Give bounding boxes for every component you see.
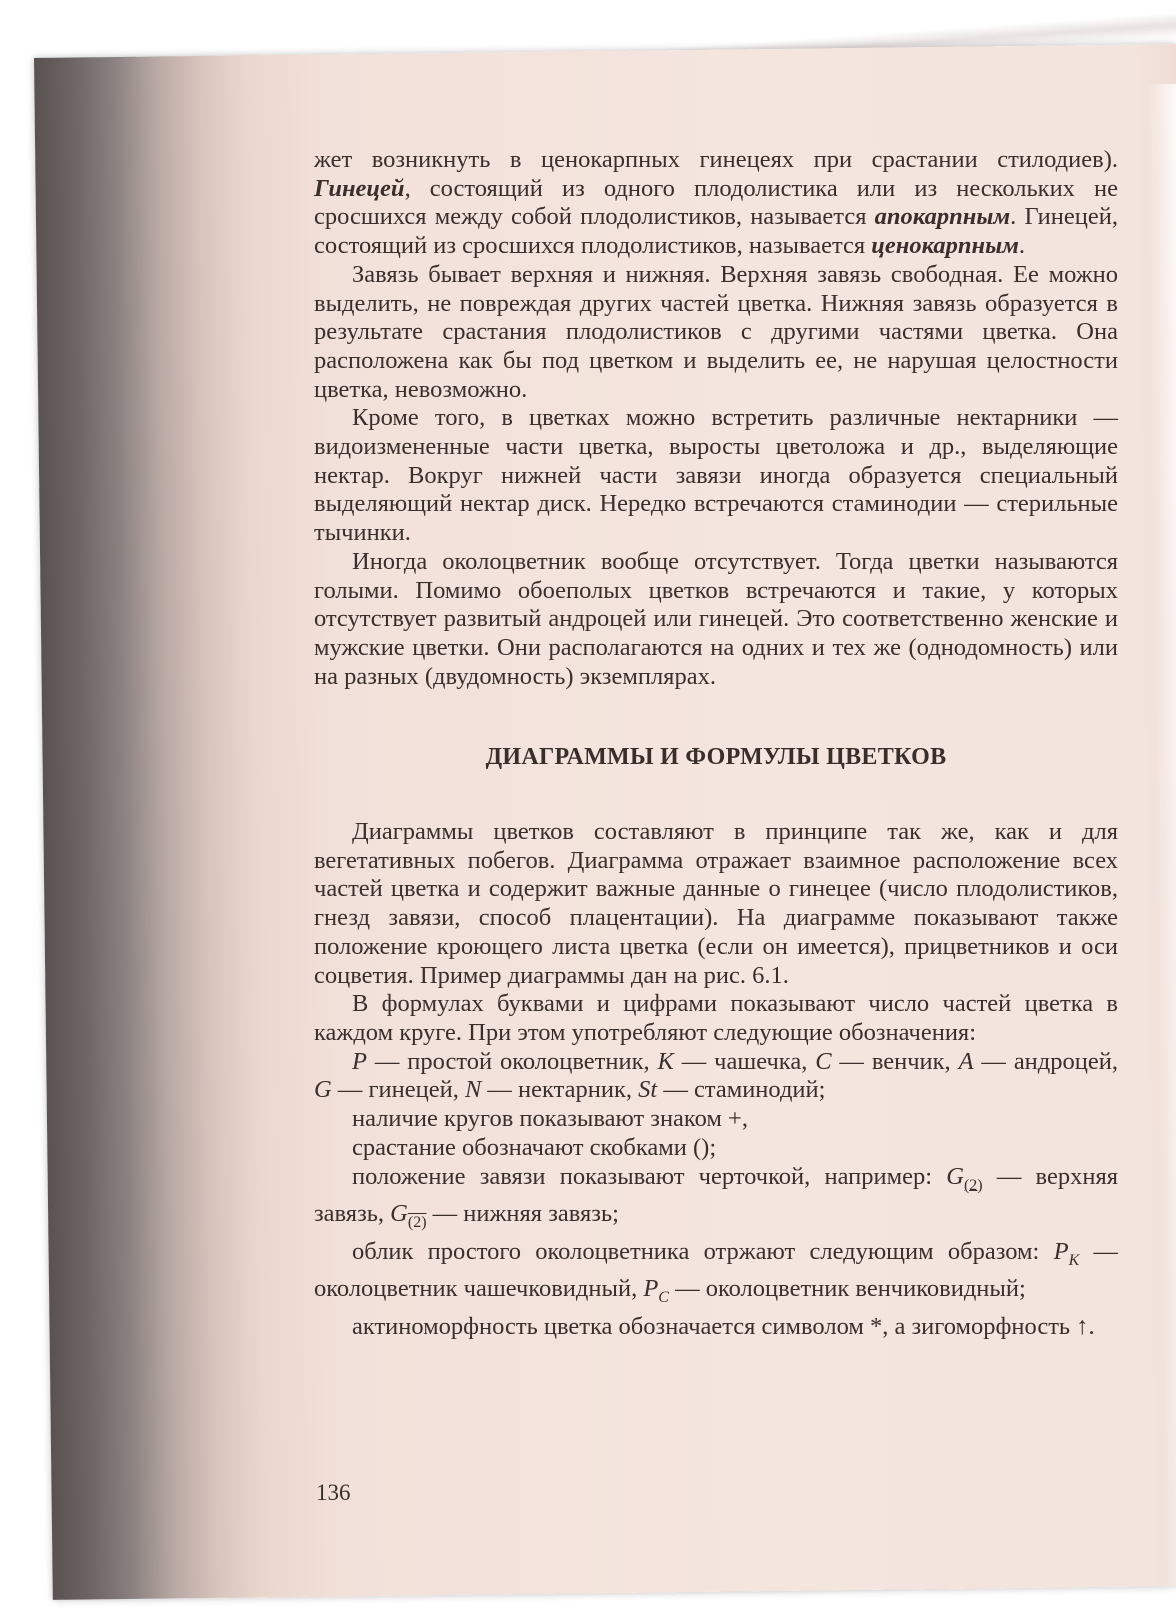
paragraph-perianth-absence: Иногда околоцветник вообще отсутствует. Тогда цветки называются голыми. Помимо обоеполых цветков встречаются и такие, у которых отсутствует развитый андроцей или гинецей. Это соответственно женские и мужские цветки. Они располагаются на одних и тех же (однодомность) или на разных (двудомность) экземплярах. bbox=[314, 547, 1118, 690]
paragraph-circles-notation: наличие кругов показывают знаком +, bbox=[352, 1105, 748, 1133]
paragraph-formulas-intro: В формулах буквами и цифрами показывают число частей цветка в каждом круге. При этом употребляют следующие обозначения: bbox=[314, 990, 1118, 1046]
paragraph-text: — чашечка, bbox=[673, 1047, 816, 1075]
paragraph-text: . bbox=[1018, 232, 1026, 260]
symbol-pk: P bbox=[1053, 1237, 1069, 1265]
symbol-c: C bbox=[815, 1047, 832, 1075]
paragraph-ovary: Завязь бывает верхняя и нижняя. Верхняя завязь свободная. Ее можно выделить, не повреждая других частей цветка. Нижняя завязь образуется в результате срастания плодолистиков с другими частями цветка. Она расположена как бы под цветком и выделить ее, не нарушая целостности цветка, невозможно. bbox=[314, 260, 1118, 403]
symbol-st: St bbox=[638, 1076, 658, 1104]
paragraph-text: — околоцветник венчиковидный; bbox=[668, 1275, 1026, 1303]
paragraph-text: — верхняя завязь, bbox=[314, 1162, 1118, 1228]
subscript-inferior: (2) bbox=[407, 1213, 427, 1231]
paragraph-ovary-notation bbox=[314, 1163, 1118, 1238]
subscript-c: C bbox=[658, 1289, 669, 1307]
paragraph-text: , состоящий из одного плодолистика или из нескольких не сросшихся между собой плодолистиков, называется bbox=[314, 174, 1118, 231]
paragraph-perianth-notation bbox=[314, 1238, 1118, 1313]
symbol-p: P bbox=[352, 1047, 367, 1075]
paragraph-text: — околоцветник чашечковидный, bbox=[314, 1237, 1118, 1303]
term-gynoecium: Гинецей bbox=[314, 174, 405, 202]
symbol-pc: P bbox=[643, 1275, 659, 1303]
subscript-superior: (2) bbox=[963, 1176, 983, 1194]
paragraph-text: — нектарник, bbox=[481, 1076, 639, 1104]
paragraph-notation-symbols bbox=[314, 1048, 1118, 1105]
paragraph-symmetry-notation: актиноморфность цветка обозначается символом *, а зигоморфность ↑. bbox=[352, 1312, 1095, 1340]
section-heading: ДИАГРАММЫ И ФОРМУЛЫ ЦВЕТКОВ bbox=[485, 744, 947, 771]
paragraph-text: положение завязи показывают черточкой, например: bbox=[352, 1162, 947, 1190]
paragraph-nectaries: Кроме того, в цветках можно встретить различные нектарники — видоизмененные части цветка, выросты цветоложа и др., выделяющие нектар. Вокруг нижней части завязи иногда образуется специальный выделяющий нектар диск. Нередко встречаются стаминодии — стерильные тычинки. bbox=[314, 404, 1118, 547]
term-apocarpous: апокарпным bbox=[874, 203, 1011, 231]
paragraph-text: жет возникнуть в ценокарпных гинецеях при срастании стилодиев). bbox=[314, 146, 1118, 173]
paragraph-text: — стаминодий; bbox=[657, 1076, 826, 1104]
paragraph-text: . Гинецей, состоящий из сросшихся плодолистиков, называется bbox=[314, 203, 1118, 260]
symbol-n: N bbox=[464, 1076, 482, 1104]
term-coenocarpous: ценокарпным bbox=[871, 232, 1019, 260]
symbol-g-inferior: G bbox=[390, 1200, 408, 1228]
paragraph-text: — простой околоцветник, bbox=[366, 1047, 658, 1075]
paragraph-text: — нижняя завязь; bbox=[426, 1200, 619, 1228]
paragraph-text: — андроцей, bbox=[973, 1047, 1118, 1075]
paragraph-diagrams: Диаграммы цветков составляют в принципе так же, как и для вегетативных побегов. Диаграмма отражает взаимное расположение всех частей цветка и содержит важные данные о гинецее (число плодолистиков, гнезд завязи, способ плацентации). На диаграмме показывают также положение кроющего листа цветка (если он имеется), прицветников и оси соцветия. Пример диаграммы дан на рис. 6.1. bbox=[314, 818, 1118, 989]
paragraph-text: облик простого околоцветника отржают следующим образом: bbox=[352, 1237, 1054, 1265]
page-edge-highlight bbox=[1146, 84, 1176, 1604]
symbol-a: A bbox=[958, 1047, 974, 1075]
page-text bbox=[314, 146, 1118, 1342]
paragraph-gynoecium-types bbox=[314, 146, 1118, 261]
page-number: 136 bbox=[316, 1480, 351, 1505]
symbol-k: K bbox=[657, 1047, 674, 1075]
symbol-g: G bbox=[314, 1076, 332, 1104]
paragraph-text: — гинецей, bbox=[331, 1076, 465, 1104]
paragraph-text: — венчик, bbox=[831, 1047, 959, 1075]
paragraph-fusion-notation: срастание обозначают скобками (); bbox=[352, 1133, 717, 1161]
symbol-g-superior: G bbox=[946, 1162, 964, 1190]
subscript-k: K bbox=[1068, 1251, 1080, 1269]
